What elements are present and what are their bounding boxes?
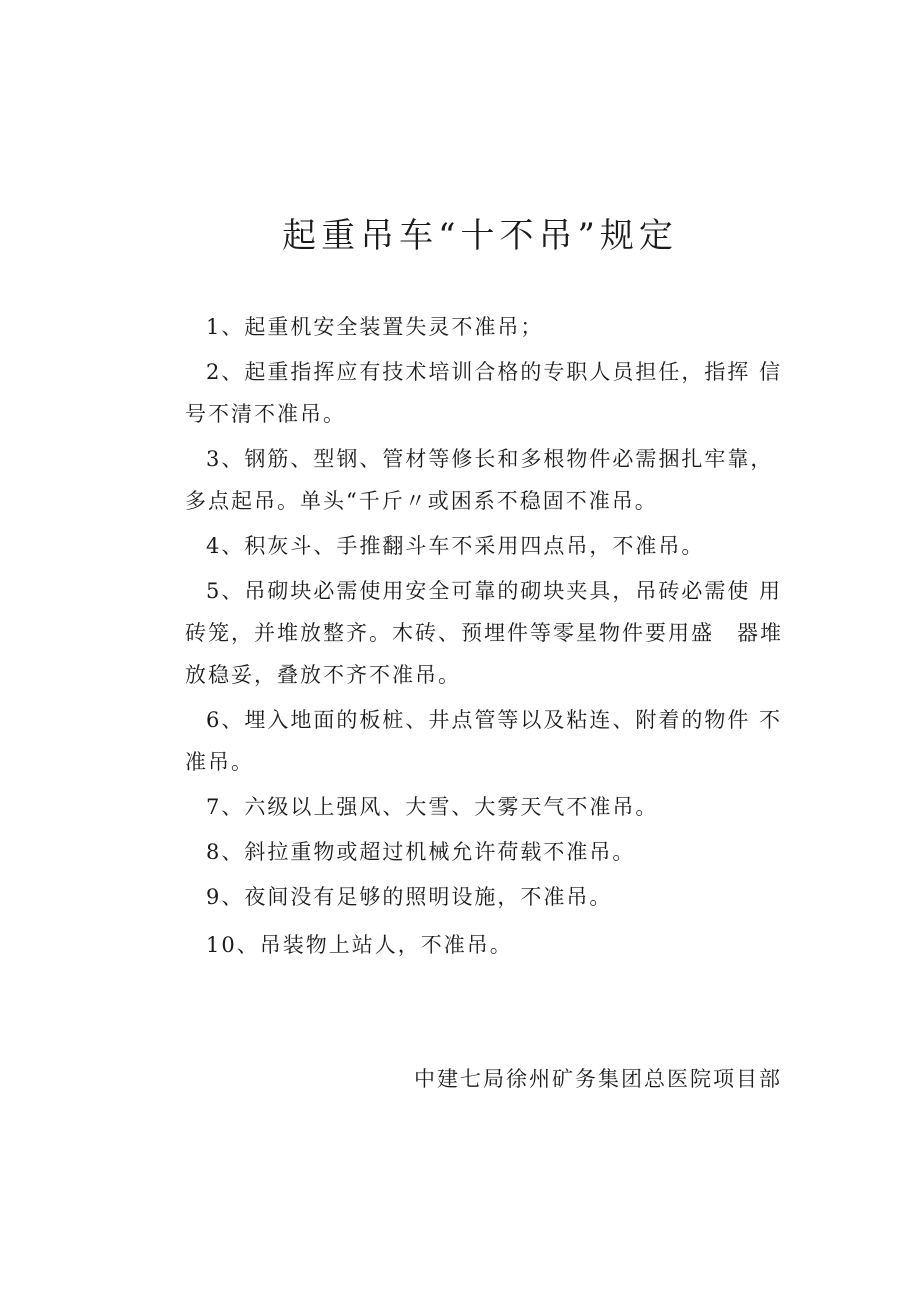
rule-item-2: 2、起重指挥应有技术培训合格的专职人员担任，指挥 信号不清不准吊。 [185, 360, 783, 426]
rule-item-1: 1、起重机安全装置失灵不准吊； [206, 315, 544, 339]
rule-item-4: 4、积灰斗、手推翻斗车不采用四点吊，不准吊。 [206, 534, 705, 558]
rules-list [185, 306, 787, 969]
rule-item-6: 6、埋入地面的板桩、井点管等以及粘连、附着的物件 不准吊。 [185, 708, 783, 774]
rule-item-5: 5、吊砌块必需使用安全可靠的砌块夹具，吊砖必需使 用砖笼，并堆放整齐。木砖、预埋件等零星物件要用盛 器堆放稳妥，叠放不齐不准吊。 [185, 579, 783, 687]
rule-item-8: 8、斜拉重物或超过机械允许荷载不准吊。 [206, 840, 636, 864]
rule-item-10: 10、吊装物上站人，不准吊。 [206, 933, 513, 957]
issuer-signature: 中建七局徐州矿务集团总医院项目部 [414, 1067, 782, 1091]
rule-item-3: 3、钢筋、型钢、管材等修长和多根物件必需捆扎牢靠，多点起吊。单头“千斤〃或困系不稳固不准吊。 [185, 447, 774, 513]
document-title: 起重吊车“十不吊”规定 [282, 216, 678, 256]
rule-item-9: 9、夜间没有足够的照明设施，不准吊。 [206, 885, 613, 909]
rule-item-7: 7、六级以上强风、大雪、大雾天气不准吊。 [206, 795, 659, 819]
